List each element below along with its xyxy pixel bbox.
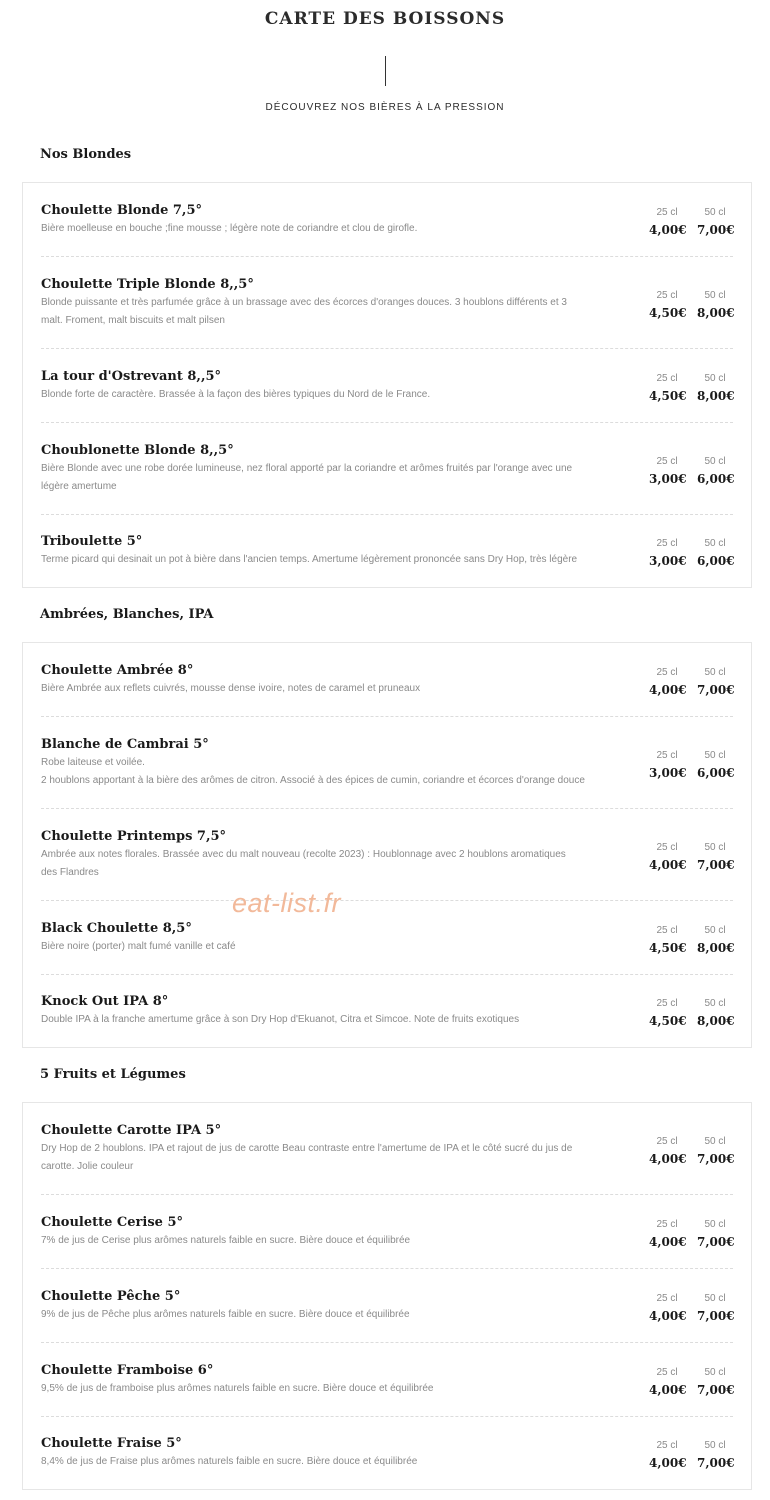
serving-size: 25 cl (656, 289, 678, 301)
item-info (41, 1288, 641, 1324)
price-value: 4,00€ (649, 1234, 687, 1249)
price-column-2 (697, 288, 733, 322)
price-value: 6,00€ (697, 554, 735, 568)
price-column-2 (697, 1438, 733, 1472)
item-info (41, 202, 641, 238)
price-value: 7,00€ (697, 222, 735, 237)
menu-item (41, 1269, 733, 1343)
item-description: légère amertume (41, 480, 117, 492)
item-prices (649, 836, 733, 874)
item-info (41, 1362, 641, 1398)
serving-size: 25 cl (656, 749, 678, 761)
price-column-1 (649, 536, 685, 570)
item-description: Bière Ambrée aux reflets cuivrés, mousse dense ivoire, notes de caramel et pruneaux (41, 682, 421, 694)
price-value: 7,00€ (697, 1456, 735, 1470)
menu-item (41, 975, 733, 1047)
section-card (22, 182, 752, 588)
item-prices (649, 919, 733, 957)
header-divider (385, 56, 386, 86)
price-value: 4,00€ (649, 1456, 687, 1470)
item-name: Choulette Fraise 5° (41, 1436, 182, 1451)
item-description: Blonde forte de caractère. Brassée à la façon des bières typiques du Nord de le France. (41, 388, 431, 400)
menu-item (41, 717, 733, 809)
price-value: 7,00€ (697, 857, 735, 872)
item-name: Choulette Pêche 5° (41, 1288, 181, 1304)
item-info (41, 828, 641, 882)
serving-size: 25 cl (656, 924, 678, 936)
item-description: Blonde puissante et très parfumée grâce à un brassage avec des écorces d'oranges douces. 3 houblons différents et 3 (41, 296, 567, 308)
price-column-2 (697, 1291, 733, 1325)
price-column-2 (697, 840, 733, 874)
price-column-1 (649, 996, 685, 1030)
item-name: Choublonette Blonde 8,,5° (41, 442, 234, 458)
serving-size: 25 cl (656, 1440, 678, 1451)
page-subtitle: DÉCOUVREZ NOS BIÈRES À LA PRESSION (265, 102, 505, 113)
item-info (41, 920, 641, 956)
menu-item (41, 1195, 733, 1269)
item-name: Choulette Triple Blonde 8,,5° (41, 276, 254, 292)
menu-item (41, 1417, 733, 1489)
price-column-1 (649, 454, 685, 488)
section-title: 5 Fruits et Légumes (40, 1067, 186, 1082)
price-value: 4,50€ (649, 1014, 687, 1028)
price-column-2 (697, 1134, 733, 1168)
serving-size: 50 cl (704, 1440, 726, 1451)
price-column-2 (697, 454, 733, 488)
price-value: 4,00€ (649, 1308, 687, 1323)
item-name: Choulette Carotte IPA 5° (41, 1122, 222, 1138)
price-column-1 (649, 923, 685, 957)
serving-size: 50 cl (704, 749, 726, 761)
item-name: Triboulette 5° (41, 534, 143, 549)
menu-item (41, 1103, 733, 1195)
item-info (41, 1214, 641, 1250)
price-column-2 (697, 996, 733, 1030)
page-title: CARTE DES BOISSONS (264, 9, 506, 29)
item-info (41, 1122, 641, 1176)
price-value: 4,00€ (649, 222, 687, 237)
serving-size: 25 cl (656, 841, 678, 853)
item-info (41, 276, 641, 330)
serving-size: 25 cl (656, 1135, 678, 1147)
price-column-1 (649, 1134, 685, 1168)
item-prices (649, 367, 733, 405)
item-description: Bière Blonde avec une robe dorée lumineuse, nez floral apporté par la coriandre et arômes fruités par l'orange avec une (41, 462, 573, 474)
menu-item (41, 183, 733, 257)
section-card (22, 1102, 752, 1490)
price-column-2 (697, 923, 733, 957)
price-column-1 (649, 665, 685, 699)
serving-size: 50 cl (704, 372, 726, 384)
price-value: 4,50€ (649, 388, 687, 403)
menu-item (41, 423, 733, 515)
price-value: 4,00€ (649, 857, 687, 872)
serving-size: 25 cl (656, 372, 678, 384)
serving-size: 50 cl (704, 1135, 726, 1147)
item-description: Bière moelleuse en bouche ;fine mousse ; légère note de coriandre et clou de girofle. (41, 222, 418, 234)
beer-menu (0, 128, 770, 1490)
price-value: 4,00€ (649, 1382, 687, 1397)
price-value: 3,00€ (649, 554, 687, 568)
menu-item (41, 257, 733, 349)
price-column-2 (697, 205, 733, 239)
price-column-2 (697, 1217, 733, 1251)
serving-size: 50 cl (704, 998, 726, 1009)
price-column-1 (649, 748, 685, 782)
serving-size: 25 cl (656, 455, 678, 467)
item-info (41, 1435, 641, 1471)
section-title: Ambrées, Blanches, IPA (40, 607, 214, 622)
price-value: 7,00€ (697, 1382, 735, 1397)
price-column-1 (649, 1365, 685, 1399)
price-value: 4,50€ (649, 305, 687, 320)
serving-size: 25 cl (656, 998, 678, 1009)
price-value: 8,00€ (697, 1014, 735, 1028)
serving-size: 50 cl (704, 1366, 726, 1378)
serving-size: 50 cl (704, 841, 726, 853)
price-value: 4,00€ (649, 1151, 687, 1166)
item-description: 8,4% de jus de Fraise plus arômes naturels faible en sucre. Bière douce et équilibrée (41, 1456, 418, 1467)
serving-size: 25 cl (656, 1366, 678, 1378)
item-name: Choulette Printemps 7,5° (41, 828, 227, 844)
item-prices (649, 1213, 733, 1251)
price-column-1 (649, 205, 685, 239)
item-prices (649, 992, 733, 1030)
serving-size: 50 cl (704, 206, 726, 218)
item-info (41, 736, 641, 790)
serving-size: 50 cl (704, 455, 726, 467)
item-description: Dry Hop de 2 houblons. IPA et rajout de jus de carotte Beau contraste entre l'amertume de IPA et le côté sucré du jus de (41, 1142, 573, 1154)
section-card (22, 642, 752, 1048)
item-description: 9,5% de jus de framboise plus arômes naturels faible en sucre. Bière douce et équilibrée (41, 1382, 434, 1394)
price-column-1 (649, 840, 685, 874)
price-value: 7,00€ (697, 1151, 735, 1166)
item-name: Blanche de Cambrai 5° (41, 736, 209, 752)
item-description: des Flandres (41, 866, 99, 878)
item-info (41, 662, 641, 698)
serving-size: 50 cl (704, 538, 726, 549)
item-description: Bière noire (porter) malt fumé vanille et café (41, 940, 236, 952)
item-info (41, 442, 641, 496)
item-prices (649, 744, 733, 782)
serving-size: 50 cl (704, 1292, 726, 1304)
menu-item (41, 515, 733, 587)
item-info (41, 993, 641, 1029)
serving-size: 50 cl (704, 1218, 726, 1230)
item-prices (649, 1130, 733, 1168)
price-column-1 (649, 1438, 685, 1472)
serving-size: 25 cl (656, 666, 678, 678)
item-description: Terme picard qui desinait un pot à bière dans l'ancien temps. Amertume légèrement prononcée sans Dry Hop, très légère (41, 554, 578, 565)
item-name: Choulette Blonde 7,5° (41, 202, 202, 218)
item-prices (649, 532, 733, 570)
item-description: Ambrée aux notes florales. Brassée avec du malt nouveau (recolte 2023) : Houblonnage avec 2 houblons aromatiques (41, 848, 566, 860)
item-info (41, 533, 641, 569)
item-name: La tour d'Ostrevant 8,,5° (41, 368, 222, 384)
item-description: 2 houblons apportant à la bière des arômes de citron. Associé à des épices de cumin, coriandre et écorces d'orange douce (41, 774, 585, 786)
item-name: Choulette Framboise 6° (41, 1362, 214, 1378)
menu-item (41, 349, 733, 423)
menu-item (41, 1343, 733, 1417)
serving-size: 50 cl (704, 924, 726, 936)
item-prices (649, 1361, 733, 1399)
item-description: Double IPA à la franche amertume grâce à son Dry Hop d'Ekuanot, Citra et Simcoe. Note de fruits exotiques (41, 1014, 520, 1025)
price-value: 6,00€ (697, 471, 735, 486)
item-name: Choulette Cerise 5° (41, 1214, 184, 1230)
item-name: Black Choulette 8,5° (41, 920, 192, 936)
price-column-1 (649, 1291, 685, 1325)
price-value: 7,00€ (697, 1308, 735, 1323)
price-column-2 (697, 536, 733, 570)
item-info (41, 368, 641, 404)
serving-size: 50 cl (704, 666, 726, 678)
item-name: Knock Out IPA 8° (41, 994, 169, 1009)
price-column-1 (649, 371, 685, 405)
menu-item (41, 809, 733, 901)
price-value: 8,00€ (697, 388, 735, 403)
price-value: 8,00€ (697, 940, 735, 955)
item-prices (649, 201, 733, 239)
serving-size: 50 cl (704, 289, 726, 301)
menu-item (41, 643, 733, 717)
price-value: 4,00€ (649, 682, 687, 697)
serving-size: 25 cl (656, 1218, 678, 1230)
item-description: carotte. Jolie couleur (41, 1160, 134, 1172)
item-prices (649, 450, 733, 488)
item-name: Choulette Ambrée 8° (41, 662, 194, 678)
item-prices (649, 284, 733, 322)
menu-header (0, 0, 770, 128)
price-column-2 (697, 1365, 733, 1399)
price-value: 3,00€ (649, 471, 687, 486)
price-value: 8,00€ (697, 305, 735, 320)
price-value: 3,00€ (649, 765, 687, 780)
item-prices (649, 1434, 733, 1472)
price-value: 7,00€ (697, 682, 735, 697)
serving-size: 25 cl (656, 538, 678, 549)
item-description: malt. Froment, malt biscuits et malt pilsen (41, 314, 225, 326)
price-value: 4,50€ (649, 940, 687, 955)
price-column-2 (697, 748, 733, 782)
menu-item (41, 901, 733, 975)
item-prices (649, 661, 733, 699)
item-description: Robe laiteuse et voilée. (41, 756, 145, 768)
item-description: 9% de jus de Pêche plus arômes naturels faible en sucre. Bière douce et équilibrée (41, 1308, 410, 1320)
serving-size: 25 cl (656, 1292, 678, 1304)
price-column-1 (649, 288, 685, 322)
serving-size: 25 cl (656, 206, 678, 218)
item-description: 7% de jus de Cerise plus arômes naturels faible en sucre. Bière douce et équilibrée (41, 1234, 411, 1246)
price-value: 6,00€ (697, 765, 735, 780)
price-value: 7,00€ (697, 1234, 735, 1249)
price-column-2 (697, 371, 733, 405)
price-column-2 (697, 665, 733, 699)
watermark: eat-list.fr (232, 888, 342, 918)
item-prices (649, 1287, 733, 1325)
price-column-1 (649, 1217, 685, 1251)
section-title: Nos Blondes (40, 147, 132, 162)
